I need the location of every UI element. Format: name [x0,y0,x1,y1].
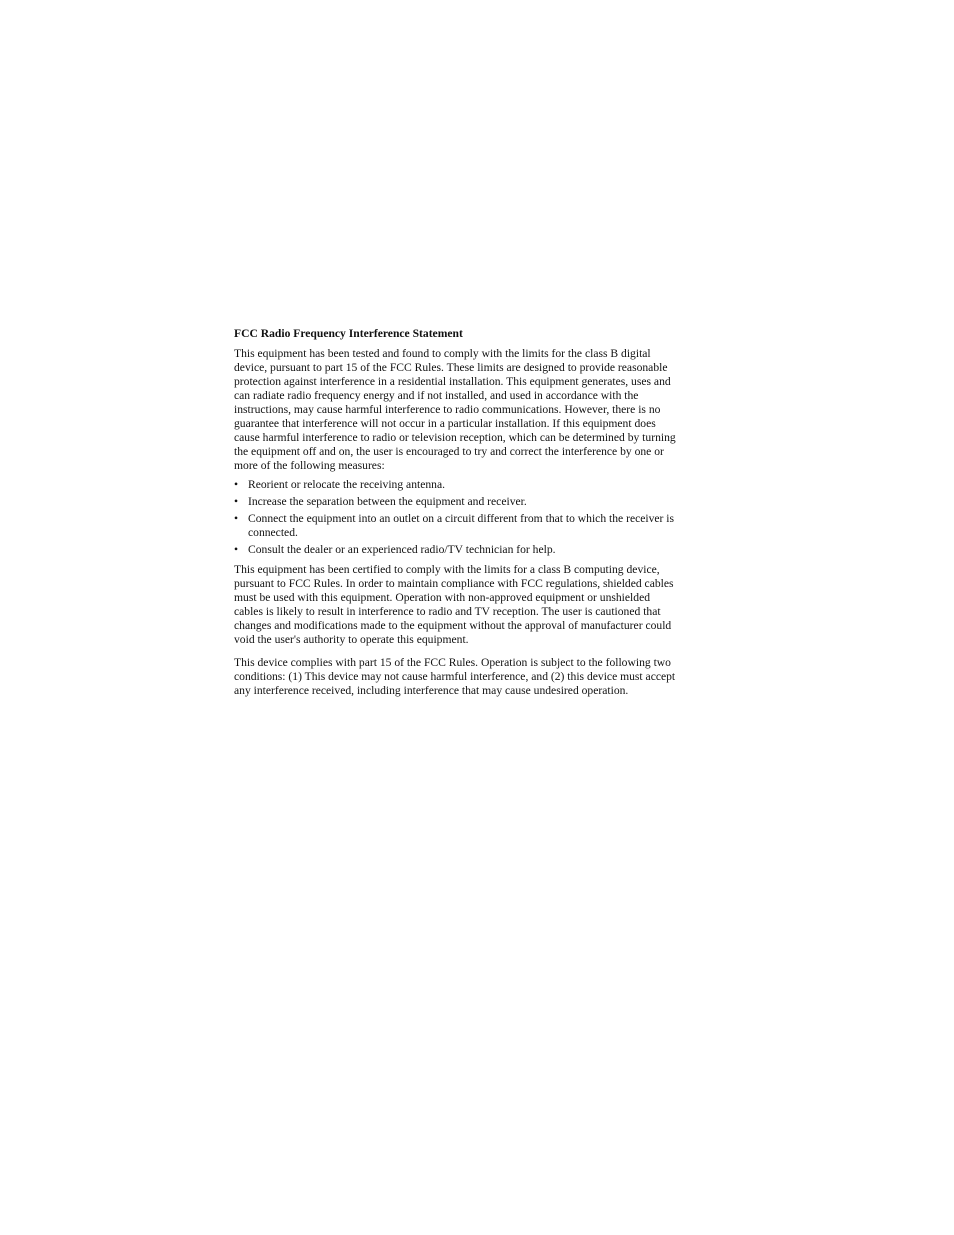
bullet-icon: • [234,512,239,525]
list-item-text: Consult the dealer or an experienced radio/TV technician for help. [248,543,556,556]
list-item-text: Reorient or relocate the receiving antenna. [248,478,445,491]
bullet-icon: • [234,478,239,491]
bullet-icon: • [234,543,239,556]
measures-list [234,478,676,557]
list-item [234,495,676,509]
list-item-text: Increase the separation between the equipment and receiver. [248,495,527,508]
bullet-icon: • [234,495,239,508]
fcc-statement [234,326,676,707]
compliance-paragraph: This device complies with part 15 of the FCC Rules. Operation is subject to the following two conditions: (1) This device may not cause harmful interference, and (2) this device must accept any interference received, including interference that may cause undesired operation. [234,656,676,697]
intro-paragraph: This equipment has been tested and found to comply with the limits for the class B digital device, pursuant to part 15 of the FCC Rules. These limits are designed to provide reasonable protection against interference in a residential installation. This equipment generates, uses and can radiate radio frequency energy and if not installed, and used in accordance with the instructions, may cause harmful interference to radio communications. However, there is no guarantee that interference will not occur in a particular installation. If this equipment does cause harmful interference to radio or television reception, which can be determined by turning the equipment off and on, the user is encouraged to try and correct the interference by one or more of the following measures: [234,347,676,472]
section-heading: FCC Radio Frequency Interference Statement [234,327,463,340]
list-item [234,478,676,492]
certification-paragraph: This equipment has been certified to comply with the limits for a class B computing device, pursuant to FCC Rules. In order to maintain compliance with FCC regulations, shielded cables must be used with this equipment. Operation with non-approved equipment or unshielded cables is likely to result in interference to radio and TV reception. The user is cautioned that changes and modifications made to the equipment without the approval of manufacturer could void the user's authority to operate this equipment. [234,563,674,646]
list-item [234,512,676,540]
list-item [234,543,676,557]
list-item-text: Connect the equipment into an outlet on a circuit different from that to which the receiver is connected. [248,512,675,539]
